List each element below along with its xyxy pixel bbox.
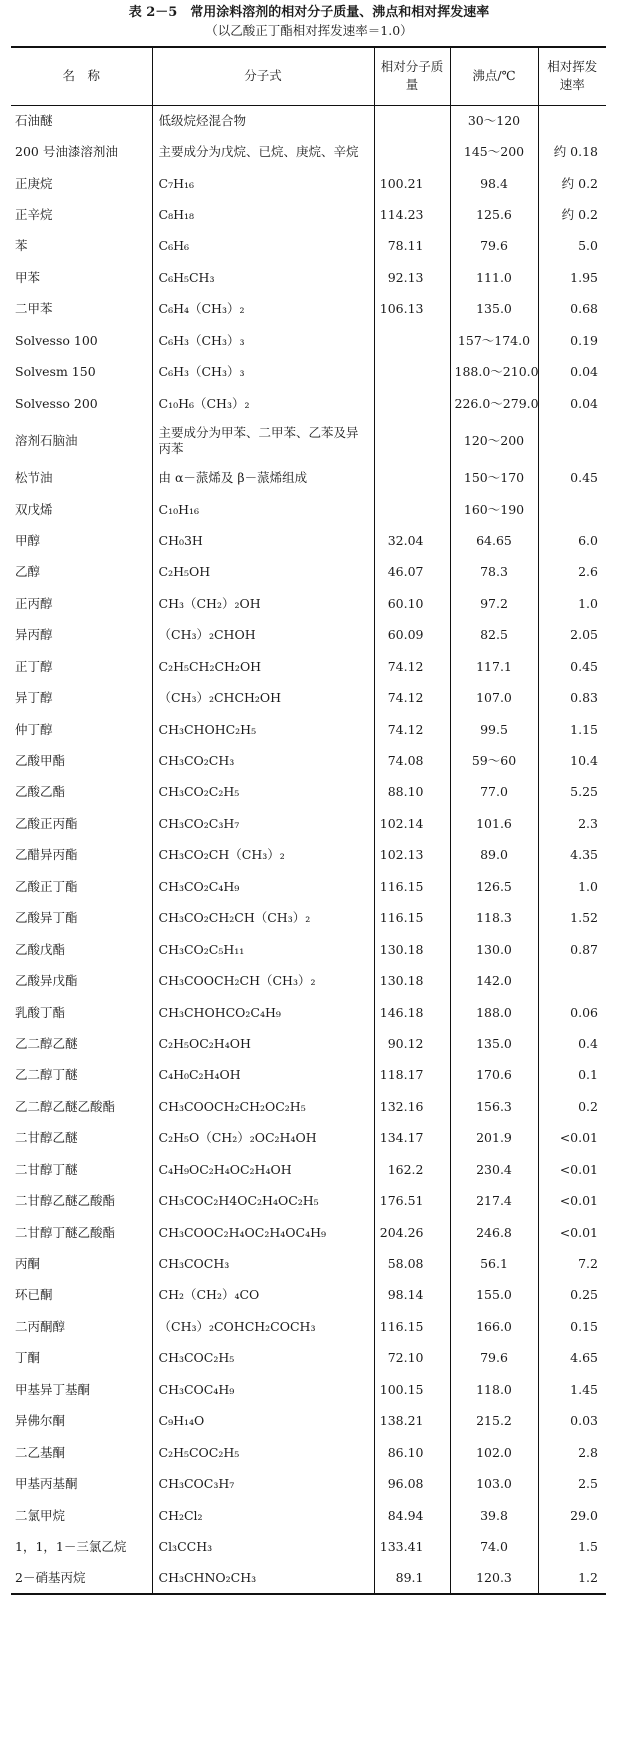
- formula-cell: C₇H₁₆: [152, 168, 374, 199]
- table-row: [11, 934, 606, 965]
- boiling-point-cell: 111.0: [450, 262, 538, 293]
- boiling-point-cell: 135.0: [450, 1028, 538, 1059]
- formula-cell: CH₂Cl₂: [152, 1500, 374, 1531]
- relative-rate-cell: 2.6: [538, 557, 606, 588]
- boiling-point-cell: 56.1: [450, 1248, 538, 1279]
- relative-rate-cell: 1.0: [538, 588, 606, 619]
- solvent-name-cell: 乙酸戊酯: [15, 941, 66, 957]
- boiling-point-cell: 120～200: [450, 419, 538, 462]
- formula-cell: C₆H₃（CH₃）₃: [152, 357, 374, 388]
- relative-rate-cell: 0.1: [538, 1060, 606, 1091]
- formula-cell: 由 α－蒎烯及 β－蒎烯组成: [152, 462, 374, 493]
- boiling-point-cell: 156.3: [450, 1091, 538, 1122]
- boiling-point-cell: 230.4: [450, 1154, 538, 1185]
- solvent-name-cell: 二甲苯: [15, 301, 53, 317]
- header-formula: 分子式: [152, 47, 374, 105]
- solvent-name-cell: 正丁醇: [15, 658, 53, 674]
- solvent-name-cell: 200 号油漆溶剂油: [15, 144, 118, 160]
- solvent-name-cell: 乙酸正丙酯: [15, 815, 78, 831]
- relative-rate-cell: 0.83: [538, 682, 606, 713]
- table-row: [11, 997, 606, 1028]
- boiling-point-cell: 160～190: [450, 494, 538, 525]
- formula-cell: CH₃COOCH₂CH（CH₃）₂: [152, 965, 374, 996]
- relative-rate-cell: 0.06: [538, 997, 606, 1028]
- table-row: [11, 1060, 606, 1091]
- table-row: [11, 1406, 606, 1437]
- table-row: [11, 462, 606, 493]
- relative-rate-cell: <0.01: [538, 1217, 606, 1248]
- boiling-point-cell: 59～60: [450, 745, 538, 776]
- boiling-point-cell: 79.6: [450, 1343, 538, 1374]
- molecular-weight-cell: 84.94: [374, 1500, 450, 1531]
- table-row: [11, 777, 606, 808]
- boiling-point-cell: 107.0: [450, 682, 538, 713]
- table-row: [11, 714, 606, 745]
- solvent-name-cell: 双戊烯: [15, 501, 53, 517]
- table-row: [11, 840, 606, 871]
- solvent-name-cell: 石油醚: [15, 112, 53, 128]
- table-row: [11, 1311, 606, 1342]
- solvent-name-cell: 2－硝基丙烷: [11, 1563, 152, 1594]
- boiling-point-cell: 99.5: [450, 714, 538, 745]
- table-row: [11, 1217, 606, 1248]
- formula-cell: C₂H₅O（CH₂）₂OC₂H₄OH: [152, 1123, 374, 1154]
- relative-rate-cell: 0.45: [538, 462, 606, 493]
- table-row: [11, 494, 606, 525]
- molecular-weight-cell: 118.17: [374, 1060, 450, 1091]
- formula-cell: CH₃CHOHCO₂C₄H₉: [152, 997, 374, 1028]
- solvent-name-cell: 丁酮: [15, 1350, 41, 1366]
- table-row: [11, 1123, 606, 1154]
- molecular-weight-cell: 96.08: [374, 1468, 450, 1499]
- molecular-weight-cell: 74.08: [374, 745, 450, 776]
- solvent-name-cell: 乳酸丁酯: [15, 1004, 66, 1020]
- boiling-point-cell: 188.0: [450, 997, 538, 1028]
- relative-rate-cell: 0.03: [538, 1406, 606, 1437]
- molecular-weight-cell: 32.04: [374, 525, 450, 556]
- relative-rate-cell: [538, 965, 606, 996]
- table-row: [11, 105, 606, 136]
- relative-rate-cell: 2.05: [538, 620, 606, 651]
- formula-cell: C₂H₅CH₂CH₂OH: [152, 651, 374, 682]
- solvent-name-cell: 乙酸乙酯: [15, 784, 66, 800]
- table-row: [11, 1248, 606, 1279]
- solvent-name-cell: 二甘醇丁醚: [15, 1161, 78, 1177]
- table-row: [11, 588, 606, 619]
- formula-cell: C₁₀H₆（CH₃）₂: [152, 388, 374, 419]
- table-row: [11, 294, 606, 325]
- relative-rate-cell: 0.04: [538, 388, 606, 419]
- solvent-name-cell: 异丁醇: [15, 690, 53, 706]
- formula-cell: C₂H₅OC₂H₄OH: [152, 1028, 374, 1059]
- table-row: [11, 325, 606, 356]
- boiling-point-cell: 79.6: [450, 231, 538, 262]
- molecular-weight-cell: 134.17: [374, 1123, 450, 1154]
- solvent-name-cell: 苯: [15, 238, 28, 254]
- formula-cell: CH₃COC₃H₇: [152, 1468, 374, 1499]
- molecular-weight-cell: 102.14: [374, 808, 450, 839]
- solvent-table: [11, 46, 606, 1595]
- formula-cell: C₁₀H₁₆: [152, 494, 374, 525]
- relative-rate-cell: 0.87: [538, 934, 606, 965]
- solvent-name-cell: 丙酮: [15, 1256, 41, 1272]
- solvent-name-cell: 乙二醇乙醚: [15, 1035, 78, 1051]
- table-row: [11, 1343, 606, 1374]
- relative-rate-cell: 约 0.2: [538, 199, 606, 230]
- solvent-name-cell: 溶剂石脑油: [15, 432, 78, 448]
- boiling-point-cell: 226.0～279.0: [450, 388, 538, 419]
- solvent-name-cell: 松节油: [15, 470, 53, 486]
- molecular-weight-cell: 78.11: [374, 231, 450, 262]
- relative-rate-cell: 1.95: [538, 262, 606, 293]
- formula-cell: （CH₃）₂CHCH₂OH: [152, 682, 374, 713]
- relative-rate-cell: 10.4: [538, 745, 606, 776]
- formula-cell: C₆H₄（CH₃）₂: [152, 294, 374, 325]
- relative-rate-cell: 0.68: [538, 294, 606, 325]
- molecular-weight-cell: 58.08: [374, 1248, 450, 1279]
- formula-cell: C₆H₃（CH₃）₃: [152, 325, 374, 356]
- relative-rate-cell: <0.01: [538, 1154, 606, 1185]
- table-row: [11, 557, 606, 588]
- table-row: [11, 1374, 606, 1405]
- table-row: [11, 419, 606, 462]
- boiling-point-cell: 135.0: [450, 294, 538, 325]
- formula-cell: C₂H₅OH: [152, 557, 374, 588]
- molecular-weight-cell: 106.13: [374, 294, 450, 325]
- solvent-name-cell: 甲醇: [15, 532, 41, 548]
- table-subtitle: （以乙酸正丁酯相对挥发速率＝1.0）: [205, 23, 413, 38]
- molecular-weight-cell: 133.41: [374, 1531, 450, 1562]
- relative-rate-cell: 0.19: [538, 325, 606, 356]
- boiling-point-cell: 89.0: [450, 840, 538, 871]
- table-row: [11, 1500, 606, 1531]
- solvent-name-cell: 乙醋异丙酯: [15, 847, 78, 863]
- formula-cell: C₆H₅CH₃: [152, 262, 374, 293]
- relative-rate-cell: 1.15: [538, 714, 606, 745]
- relative-rate-cell: 约 0.2: [538, 168, 606, 199]
- molecular-weight-cell: 138.21: [374, 1406, 450, 1437]
- molecular-weight-cell: 74.12: [374, 682, 450, 713]
- table-title: 表 2－5 常用涂料溶剂的相对分子质量、沸点和相对挥发速率: [128, 5, 490, 20]
- header-relative-rate: 相对挥发速率: [538, 47, 606, 105]
- molecular-weight-cell: [374, 388, 450, 419]
- molecular-weight-cell: 102.13: [374, 840, 450, 871]
- relative-rate-cell: 0.25: [538, 1280, 606, 1311]
- relative-rate-cell: 1.45: [538, 1374, 606, 1405]
- formula-cell: C₉H₁₄O: [152, 1406, 374, 1437]
- boiling-point-cell: 145～200: [450, 136, 538, 167]
- formula-cell: CH₃COOCH₂CH₂OC₂H₅: [152, 1091, 374, 1122]
- table-row: [11, 1280, 606, 1311]
- solvent-name-cell: 乙酸甲酯: [15, 753, 66, 769]
- boiling-point-cell: 157～174.0: [450, 325, 538, 356]
- solvent-name-cell: 二丙酮醇: [15, 1318, 66, 1334]
- molecular-weight-cell: 92.13: [374, 262, 450, 293]
- relative-rate-cell: 5.0: [538, 231, 606, 262]
- solvent-name-cell: Solvesso 200: [15, 395, 98, 411]
- relative-rate-cell: 29.0: [538, 1500, 606, 1531]
- formula-cell: C₈H₁₈: [152, 199, 374, 230]
- solvent-name-cell: 二甘醇乙醚乙酸酯: [15, 1193, 116, 1209]
- formula-cell: 主要成分为甲苯、二甲苯、乙苯及异丙苯: [152, 419, 374, 462]
- table-header-row: [11, 47, 606, 105]
- solvent-name-cell: 正庚烷: [15, 175, 53, 191]
- table-row: [11, 1531, 606, 1562]
- solvent-name-cell: 仲丁醇: [15, 721, 53, 737]
- relative-rate-cell: 4.35: [538, 840, 606, 871]
- formula-cell: （CH₃）₂COHCH₂COCH₃: [152, 1311, 374, 1342]
- table-row: [11, 1437, 606, 1468]
- solvent-name-cell: 甲基丙基酮: [15, 1476, 78, 1492]
- boiling-point-cell: 74.0: [450, 1531, 538, 1562]
- formula-cell: CH₂（CH₂）₄CO: [152, 1280, 374, 1311]
- formula-cell: C₄H₉OC₂H₄OC₂H₄OH: [152, 1154, 374, 1185]
- table-row: [11, 651, 606, 682]
- table-caption: [0, 4, 618, 40]
- solvent-name-cell: 二乙基酮: [15, 1444, 66, 1460]
- table-row: [11, 388, 606, 419]
- relative-rate-cell: 7.2: [538, 1248, 606, 1279]
- solvent-name-cell: 正辛烷: [15, 207, 53, 223]
- solvent-name-cell: 1，1，1－三氯乙烷: [15, 1538, 127, 1554]
- formula-cell: CH₃CHNO₂CH₃: [152, 1563, 374, 1594]
- relative-rate-cell: 约 0.18: [538, 136, 606, 167]
- molecular-weight-cell: 90.12: [374, 1028, 450, 1059]
- relative-rate-cell: [538, 105, 606, 136]
- molecular-weight-cell: 116.15: [374, 1311, 450, 1342]
- boiling-point-cell: 130.0: [450, 934, 538, 965]
- boiling-point-cell: 125.6: [450, 199, 538, 230]
- relative-rate-cell: <0.01: [538, 1185, 606, 1216]
- boiling-point-cell: 102.0: [450, 1437, 538, 1468]
- molecular-weight-cell: 74.12: [374, 651, 450, 682]
- table-row: [11, 745, 606, 776]
- boiling-point-cell: 103.0: [450, 1468, 538, 1499]
- table-row: [11, 808, 606, 839]
- solvent-name-cell: 乙酸正丁酯: [15, 878, 78, 894]
- boiling-point-cell: 150～170: [450, 462, 538, 493]
- solvent-name-cell: 乙酸异丁酯: [15, 910, 78, 926]
- boiling-point-cell: 170.6: [450, 1060, 538, 1091]
- molecular-weight-cell: [374, 136, 450, 167]
- molecular-weight-cell: 60.09: [374, 620, 450, 651]
- molecular-weight-cell: 116.15: [374, 903, 450, 934]
- relative-rate-cell: 2.8: [538, 1437, 606, 1468]
- boiling-point-cell: 39.8: [450, 1500, 538, 1531]
- boiling-point-cell: 120.3: [450, 1563, 538, 1594]
- molecular-weight-cell: 114.23: [374, 199, 450, 230]
- formula-cell: CH₀3H: [152, 525, 374, 556]
- molecular-weight-cell: 130.18: [374, 965, 450, 996]
- boiling-point-cell: 166.0: [450, 1311, 538, 1342]
- boiling-point-cell: 155.0: [450, 1280, 538, 1311]
- table-row: [11, 199, 606, 230]
- molecular-weight-cell: 89.1: [374, 1563, 450, 1594]
- table-row: [11, 136, 606, 167]
- relative-rate-cell: [538, 494, 606, 525]
- formula-cell: CH₃COC₄H₉: [152, 1374, 374, 1405]
- relative-rate-cell: <0.01: [538, 1123, 606, 1154]
- solvent-name-cell: 甲苯: [15, 269, 41, 285]
- table-row: [11, 1028, 606, 1059]
- boiling-point-cell: 77.0: [450, 777, 538, 808]
- relative-rate-cell: 2.3: [538, 808, 606, 839]
- formula-cell: CH₃COCH₃: [152, 1248, 374, 1279]
- molecular-weight-cell: 146.18: [374, 997, 450, 1028]
- table-body: [11, 105, 606, 1594]
- formula-cell: （CH₃）₂CHOH: [152, 620, 374, 651]
- molecular-weight-cell: 132.16: [374, 1091, 450, 1122]
- relative-rate-cell: 1.5: [538, 1531, 606, 1562]
- boiling-point-cell: 215.2: [450, 1406, 538, 1437]
- molecular-weight-cell: [374, 462, 450, 493]
- relative-rate-cell: 0.04: [538, 357, 606, 388]
- solvent-name-cell: 异丙醇: [15, 627, 53, 643]
- molecular-weight-cell: 72.10: [374, 1343, 450, 1374]
- table-row: [11, 871, 606, 902]
- molecular-weight-cell: 60.10: [374, 588, 450, 619]
- table-row: [11, 1154, 606, 1185]
- relative-rate-cell: 5.25: [538, 777, 606, 808]
- formula-cell: C₆H₆: [152, 231, 374, 262]
- molecular-weight-cell: [374, 357, 450, 388]
- formula-cell: CH₃CO₂CH（CH₃）₂: [152, 840, 374, 871]
- boiling-point-cell: 78.3: [450, 557, 538, 588]
- header-molecular-weight: 相对分子质量: [374, 47, 450, 105]
- table-row: [11, 682, 606, 713]
- solvent-name-cell: 二氯甲烷: [15, 1507, 66, 1523]
- solvent-name-cell: 异佛尔酮: [15, 1413, 66, 1429]
- molecular-weight-cell: [374, 325, 450, 356]
- molecular-weight-cell: 88.10: [374, 777, 450, 808]
- boiling-point-cell: 101.6: [450, 808, 538, 839]
- table-row: [11, 1185, 606, 1216]
- boiling-point-cell: 217.4: [450, 1185, 538, 1216]
- molecular-weight-cell: [374, 105, 450, 136]
- boiling-point-cell: 118.0: [450, 1374, 538, 1405]
- solvent-name-cell: 乙酸异戊酯: [15, 973, 78, 989]
- relative-rate-cell: 1.52: [538, 903, 606, 934]
- relative-rate-cell: 0.45: [538, 651, 606, 682]
- molecular-weight-cell: 100.21: [374, 168, 450, 199]
- molecular-weight-cell: 100.15: [374, 1374, 450, 1405]
- formula-cell: CH₃CO₂CH₃: [152, 745, 374, 776]
- formula-cell: CH₃（CH₂）₂OH: [152, 588, 374, 619]
- formula-cell: CH₃CO₂C₂H₅: [152, 777, 374, 808]
- table-row: [11, 965, 606, 996]
- molecular-weight-cell: [374, 419, 450, 462]
- molecular-weight-cell: 176.51: [374, 1185, 450, 1216]
- table-row: [11, 262, 606, 293]
- formula-cell: CH₃CO₂C₄H₉: [152, 871, 374, 902]
- solvent-name-cell: Solvesm 150: [15, 364, 96, 380]
- formula-cell: CH₃CO₂C₃H₇: [152, 808, 374, 839]
- solvent-name-cell: 正丙醇: [15, 595, 53, 611]
- formula-cell: CH₃CO₂C₅H₁₁: [152, 934, 374, 965]
- molecular-weight-cell: 162.2: [374, 1154, 450, 1185]
- table-row: [11, 903, 606, 934]
- table-row: [11, 525, 606, 556]
- relative-rate-cell: 2.5: [538, 1468, 606, 1499]
- relative-rate-cell: [538, 419, 606, 462]
- boiling-point-cell: 98.4: [450, 168, 538, 199]
- solvent-name-cell: 二甘醇乙醚: [15, 1130, 78, 1146]
- boiling-point-cell: 201.9: [450, 1123, 538, 1154]
- relative-rate-cell: 4.65: [538, 1343, 606, 1374]
- header-name: 名 称: [11, 47, 152, 105]
- molecular-weight-cell: 46.07: [374, 557, 450, 588]
- boiling-point-cell: 126.5: [450, 871, 538, 902]
- boiling-point-cell: 246.8: [450, 1217, 538, 1248]
- molecular-weight-cell: 116.15: [374, 871, 450, 902]
- boiling-point-cell: 117.1: [450, 651, 538, 682]
- boiling-point-cell: 82.5: [450, 620, 538, 651]
- formula-cell: CH₃CO₂CH₂CH（CH₃）₂: [152, 903, 374, 934]
- table-row: [11, 620, 606, 651]
- relative-rate-cell: 1.0: [538, 871, 606, 902]
- table-row: [11, 231, 606, 262]
- formula-cell: C₂H₅COC₂H₅: [152, 1437, 374, 1468]
- molecular-weight-cell: 74.12: [374, 714, 450, 745]
- formula-cell: 低级烷烃混合物: [152, 105, 374, 136]
- molecular-weight-cell: 86.10: [374, 1437, 450, 1468]
- solvent-name-cell: 乙二醇乙醚乙酸酯: [15, 1098, 116, 1114]
- molecular-weight-cell: 130.18: [374, 934, 450, 965]
- solvent-name-cell: 二甘醇丁醚乙酸酯: [15, 1224, 116, 1240]
- relative-rate-cell: 0.15: [538, 1311, 606, 1342]
- boiling-point-cell: 30～120: [450, 105, 538, 136]
- solvent-name-cell: 乙二醇丁醚: [15, 1067, 78, 1083]
- molecular-weight-cell: [374, 494, 450, 525]
- table-row: [11, 1468, 606, 1499]
- table-row: [11, 1091, 606, 1122]
- boiling-point-cell: 142.0: [450, 965, 538, 996]
- relative-rate-cell: 0.2: [538, 1091, 606, 1122]
- table-row: [11, 357, 606, 388]
- relative-rate-cell: 6.0: [538, 525, 606, 556]
- boiling-point-cell: 188.0～210.0: [450, 357, 538, 388]
- solvent-name-cell: 甲基异丁基酮: [15, 1381, 91, 1397]
- solvent-name-cell: 环已酮: [15, 1287, 53, 1303]
- molecular-weight-cell: 204.26: [374, 1217, 450, 1248]
- formula-cell: CH₃COOC₂H₄OC₂H₄OC₄H₉: [152, 1217, 374, 1248]
- table-row: [11, 1563, 606, 1594]
- solvent-name-cell: 乙醇: [15, 564, 41, 580]
- formula-cell: CH₃CHOHC₂H₅: [152, 714, 374, 745]
- formula-cell: CH₃COC₂H4OC₂H₄OC₂H₅: [152, 1185, 374, 1216]
- formula-cell: CH₃COC₂H₅: [152, 1343, 374, 1374]
- formula-cell: 主要成分为戊烷、已烷、庚烷、辛烷: [152, 136, 374, 167]
- relative-rate-cell: 1.2: [538, 1563, 606, 1594]
- formula-cell: C₄H₀C₂H₄OH: [152, 1060, 374, 1091]
- formula-cell: Cl₃CCH₃: [152, 1531, 374, 1562]
- relative-rate-cell: 0.4: [538, 1028, 606, 1059]
- boiling-point-cell: 64.65: [450, 525, 538, 556]
- table-row: [11, 168, 606, 199]
- solvent-name-cell: Solvesso 100: [15, 332, 98, 348]
- boiling-point-cell: 118.3: [450, 903, 538, 934]
- molecular-weight-cell: 98.14: [374, 1280, 450, 1311]
- header-boiling-point: 沸点/℃: [450, 47, 538, 105]
- boiling-point-cell: 97.2: [450, 588, 538, 619]
